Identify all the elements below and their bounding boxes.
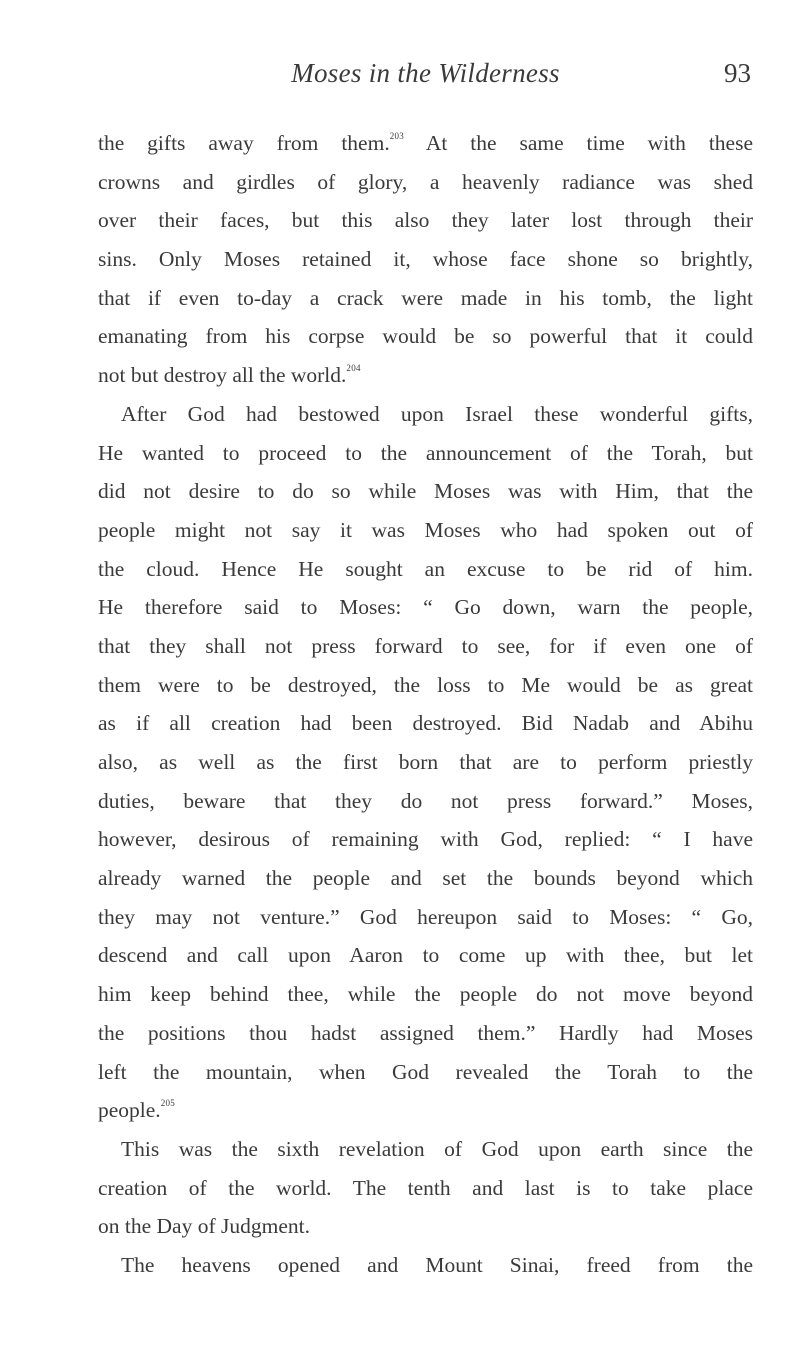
text-line: the gifts away from them.$^{203}$ At the same time with these — [98, 131, 753, 155]
text-line: however, desirous of remaining with God, replied: “ I have — [98, 827, 753, 852]
text-line: sins. Only Moses retained it, whose face shone so brightly, — [98, 247, 753, 272]
text-line: did not desire to do so while Moses was with Him, that the — [98, 479, 753, 504]
text-line: He wanted to proceed to the announcement of the Torah, but — [98, 440, 753, 465]
text-line: them were to be destroyed, the loss to Me would be as great — [98, 672, 753, 697]
text-line: This was the sixth revelation of God upon earth since the — [121, 1136, 753, 1161]
page-number: 93 — [724, 58, 751, 88]
text-line: The heavens opened and Mount Sinai, freed from the — [121, 1252, 753, 1277]
text-line: left the mountain, when God revealed the Torah to the — [98, 1059, 753, 1084]
text-line: descend and call upon Aaron to come up with thee, but let — [98, 943, 753, 968]
footnote-ref: 205 — [160, 1098, 176, 1109]
footnote-ref: 203 — [389, 131, 405, 141]
text-line: creation of the world. The tenth and last is to take place — [98, 1175, 753, 1200]
page-header — [98, 58, 753, 98]
text-line: the positions thou hadst assigned them.” Hardly had Moses — [98, 1020, 753, 1045]
text-line: After God had bestowed upon Israel these wonderful gifts, — [121, 401, 753, 426]
text-line: people might not say it was Moses who had spoken out of — [98, 517, 753, 542]
text-line: the cloud. Hence He sought an excuse to be rid of him. — [98, 556, 753, 581]
footnote-ref: 204 — [346, 363, 361, 374]
body-text — [98, 124, 753, 1285]
text-line: also, as well as the first born that are to perform priestly — [98, 750, 753, 774]
text-line: emanating from his corpse would be so powerful that it could — [98, 324, 753, 349]
running-title: Moses in the Wilderness — [291, 58, 560, 88]
text-line: they may not venture.” God hereupon said to Moses: “ Go, — [98, 904, 753, 929]
text-line: already warned the people and set the bounds beyond which — [98, 866, 753, 891]
text-line: not but destroy all the world.$^{204}$ — [98, 363, 361, 388]
text-line: him keep behind thee, while the people do not move beyond — [98, 982, 753, 1007]
text-line: on the Day of Judgment. — [98, 1214, 310, 1239]
text-line: as if all creation had been destroyed. Bid Nadab and Abihu — [98, 711, 753, 736]
text-line: that if even to-day a crack were made in his tomb, the light — [98, 285, 753, 310]
text-line: that they shall not press forward to see, for if even one of — [98, 633, 753, 658]
text-line: He therefore said to Moses: “ Go down, warn the people, — [98, 595, 753, 620]
text-line: people.$^{205}$ — [98, 1098, 176, 1123]
text-line: duties, beware that they do not press forward.” Moses, — [98, 788, 753, 813]
text-line: over their faces, but this also they later lost through their — [98, 208, 753, 233]
text-line: crowns and girdles of glory, a heavenly radiance was shed — [98, 169, 753, 194]
